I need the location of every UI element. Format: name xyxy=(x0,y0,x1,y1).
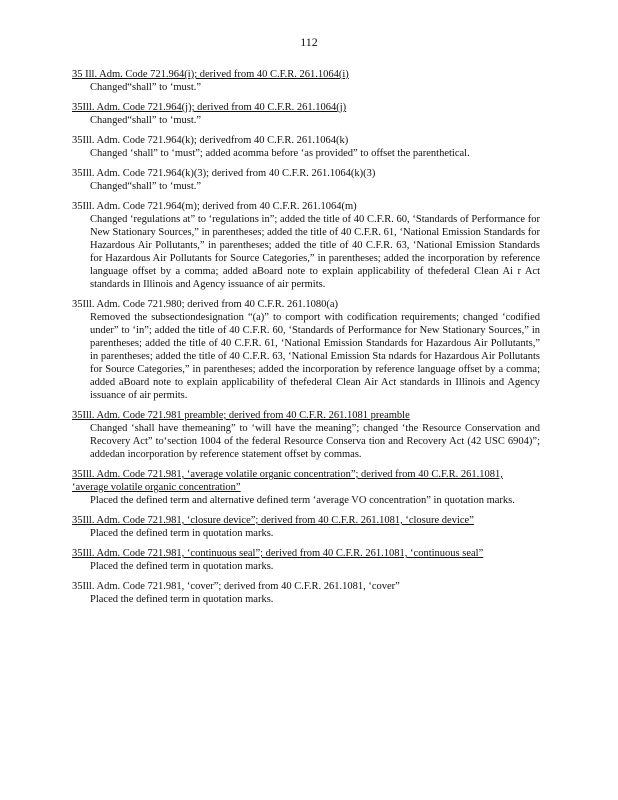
entry xyxy=(72,134,540,160)
entry-body: Placed the defined term in quotation marks. xyxy=(90,528,274,539)
entry xyxy=(72,580,540,606)
entry-body: Removed the subsectiondesignation “(a)” to comport with codification requirements; changed ‘codified under” to ‘in”; added the title of 40 C.F.R. 60, ‘Standards of Performance for New Stationary Sources,” in parentheses; added the title of 40 C.F.R. 61, ‘National Emission Standards for Hazardous Air Pollutants,” in parentheses; added the title of 40 C.F.R. 63, ‘National Emission Sta ndards for Hazardous Air Pollutants for Source Categories,” in parentheses; added the incorporation by reference language offset by a comma; added aBoard note to explain applicability of thefederal Clean Air Act standards in Illinois and Agency issuance of air permits. xyxy=(90,312,540,401)
entry-body: Changed“shall” to ‘must.” xyxy=(90,181,202,192)
document-body xyxy=(72,68,540,613)
entry-heading: 35Ill. Adm. Code 721.981, ‘average volatile organic concentration”; derived from 40 C.F.R. 261.1081, ‘average volatile organic concentration” xyxy=(72,469,503,493)
entry-heading: 35Ill. Adm. Code 721.981 preamble; derived from 40 C.F.R. 261.1081 preamble xyxy=(72,410,410,421)
entry-heading: 35Ill. Adm. Code 721.980; derived from 40 C.F.R. 261.1080(a) xyxy=(72,299,339,310)
entry-body: Changed“shall” to ‘must.” xyxy=(90,82,202,93)
entry-body: Changed“shall” to ‘must.” xyxy=(90,115,202,126)
entry xyxy=(72,514,540,540)
entry-heading: 35Ill. Adm. Code 721.964(k)(3); derived from 40 C.F.R. 261.1064(k)(3) xyxy=(72,168,376,179)
entry-body: Placed the defined term and alternative defined term ‘average VO concentration” in quotation marks. xyxy=(90,495,515,506)
entry-heading: 35Ill. Adm. Code 721.981, ‘closure device”; derived from 40 C.F.R. 261.1081, ‘closure device” xyxy=(72,515,474,526)
entry-heading: 35Ill. Adm. Code 721.981, ‘cover”; derived from 40 C.F.R. 261.1081, ‘cover” xyxy=(72,581,400,592)
entry xyxy=(72,468,540,507)
entry-heading: 35Ill. Adm. Code 721.964(m); derived from 40 C.F.R. 261.1064(m) xyxy=(72,201,357,212)
entry-body: Placed the defined term in quotation marks. xyxy=(90,561,274,572)
entry-body: Changed ‘regulations at” to ‘regulations in”; added the title of 40 C.F.R. 60, ‘Standards of Performance for New Stationary Sources,” in parentheses; added the title of 40 C.F.R. 61, ‘National Emission Standards for Hazardous Air Pollutants,” in parentheses; added the title of 40 C.F.R. 63, ‘National Emission Standards for Hazardous Air Pollutants for Source Categories,” in parentheses; added the incorporation by reference language offset by a comma; added aBoard note to explain applicability of thefederal Clean Ai r Act standards in Illinois and Agency issuance of air permits. xyxy=(90,214,540,290)
entry xyxy=(72,167,540,193)
entry xyxy=(72,298,540,402)
entry-heading: 35Ill. Adm. Code 721.964(k); derivedfrom 40 C.F.R. 261.1064(k) xyxy=(72,135,349,146)
entry-heading: 35Ill. Adm. Code 721.981, ‘continuous seal”; derived from 40 C.F.R. 261.1081, ‘continuous seal” xyxy=(72,548,484,559)
entry xyxy=(72,547,540,573)
entry-body: Changed ‘shall” to ‘must”; added acomma before ‘as provided” to offset the parenthetical. xyxy=(90,148,470,159)
page-number: 112 xyxy=(300,35,318,49)
entry-heading: 35Ill. Adm. Code 721.964(j); derived from 40 C.F.R. 261.1064(j) xyxy=(72,102,347,113)
entry xyxy=(72,101,540,127)
entry-body: Changed ‘shall have themeaning” to ‘will have the meaning”; changed ‘the Resource Conservation and Recovery Act” to‘section 1004 of the federal Resource Conserva tion and Recovery Act (42 USC 6904)”; addedan incorporation by reference statement offset by commas. xyxy=(90,423,540,460)
entry xyxy=(72,68,540,94)
entry-heading: 35 Ill. Adm. Code 721.964(i); derived from 40 C.F.R. 261.1064(i) xyxy=(72,69,349,80)
entry xyxy=(72,200,540,291)
entry xyxy=(72,409,540,461)
entry-body: Placed the defined term in quotation marks. xyxy=(90,594,274,605)
